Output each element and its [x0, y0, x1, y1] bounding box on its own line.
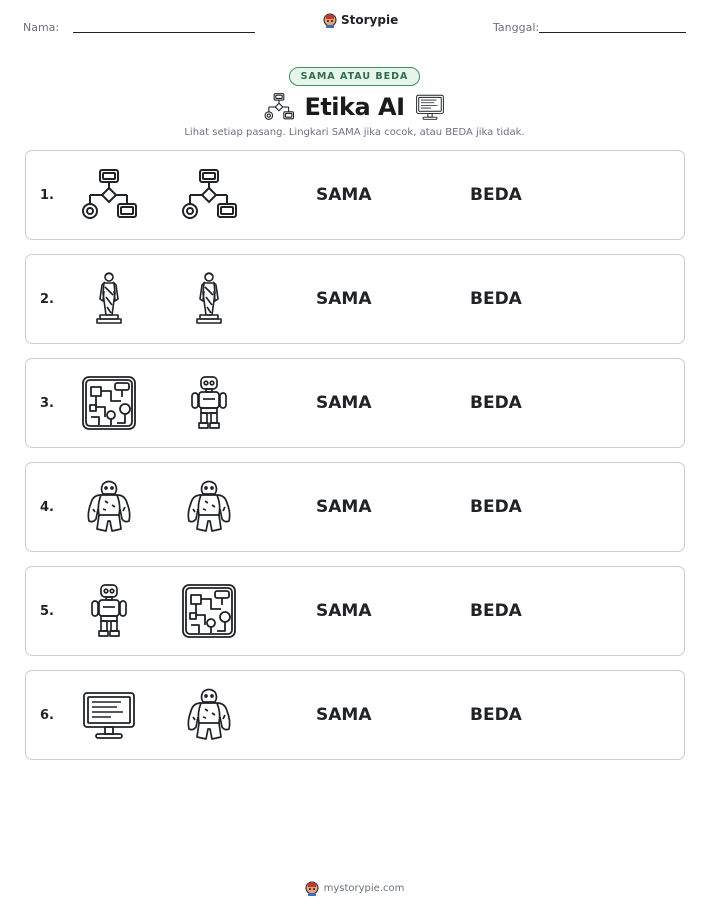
date-label: Tanggal:	[493, 21, 540, 34]
same-option[interactable]: SAMA	[316, 393, 372, 413]
title-row	[0, 90, 709, 124]
flowchart-icon	[181, 167, 237, 223]
different-option[interactable]: BEDA	[470, 393, 522, 413]
question-number: 5.	[40, 604, 54, 619]
same-option[interactable]: SAMA	[316, 289, 372, 309]
date-field[interactable]	[539, 32, 686, 33]
question-row	[25, 462, 685, 552]
same-option[interactable]: SAMA	[316, 705, 372, 725]
question-list	[25, 150, 685, 774]
statue-icon	[81, 271, 137, 327]
different-option[interactable]: BEDA	[470, 705, 522, 725]
golem-icon	[181, 687, 237, 743]
name-field[interactable]	[73, 32, 255, 33]
flowchart-icon	[264, 92, 294, 122]
same-option[interactable]: SAMA	[316, 185, 372, 205]
robot-icon	[181, 375, 237, 431]
question-number: 6.	[40, 708, 54, 723]
question-number: 1.	[40, 188, 54, 203]
badge-area	[0, 64, 709, 86]
worksheet-header	[0, 0, 709, 50]
different-option[interactable]: BEDA	[470, 185, 522, 205]
robot-icon	[81, 583, 137, 639]
circuit-board-icon	[181, 583, 237, 639]
page-title: Etika AI	[304, 93, 405, 121]
question-number: 4.	[40, 500, 54, 515]
golem-icon	[81, 479, 137, 535]
question-row	[25, 150, 685, 240]
statue-icon	[181, 271, 237, 327]
question-row	[25, 670, 685, 760]
instructions: Lihat setiap pasang. Lingkari SAMA jika cocok, atau BEDA jika tidak.	[184, 127, 525, 138]
activity-badge: SAMA ATAU BEDA	[289, 67, 421, 86]
different-option[interactable]: BEDA	[470, 601, 522, 621]
computer-monitor-icon	[81, 687, 137, 743]
mascot-icon	[323, 12, 337, 28]
question-number: 2.	[40, 292, 54, 307]
name-label: Nama:	[23, 21, 60, 34]
footer-url: mystorypie.com	[323, 882, 405, 894]
question-number: 3.	[40, 396, 54, 411]
flowchart-icon	[81, 167, 137, 223]
same-option[interactable]: SAMA	[316, 497, 372, 517]
different-option[interactable]: BEDA	[470, 497, 522, 517]
brand-name: Storypie	[341, 13, 399, 27]
golem-icon	[181, 479, 237, 535]
computer-monitor-icon	[415, 92, 445, 122]
mascot-icon	[305, 880, 319, 896]
same-option[interactable]: SAMA	[316, 601, 372, 621]
question-row	[25, 358, 685, 448]
question-row	[25, 254, 685, 344]
question-row	[25, 566, 685, 656]
brand-logo	[323, 12, 398, 28]
different-option[interactable]: BEDA	[470, 289, 522, 309]
circuit-board-icon	[81, 375, 137, 431]
footer	[0, 880, 709, 896]
